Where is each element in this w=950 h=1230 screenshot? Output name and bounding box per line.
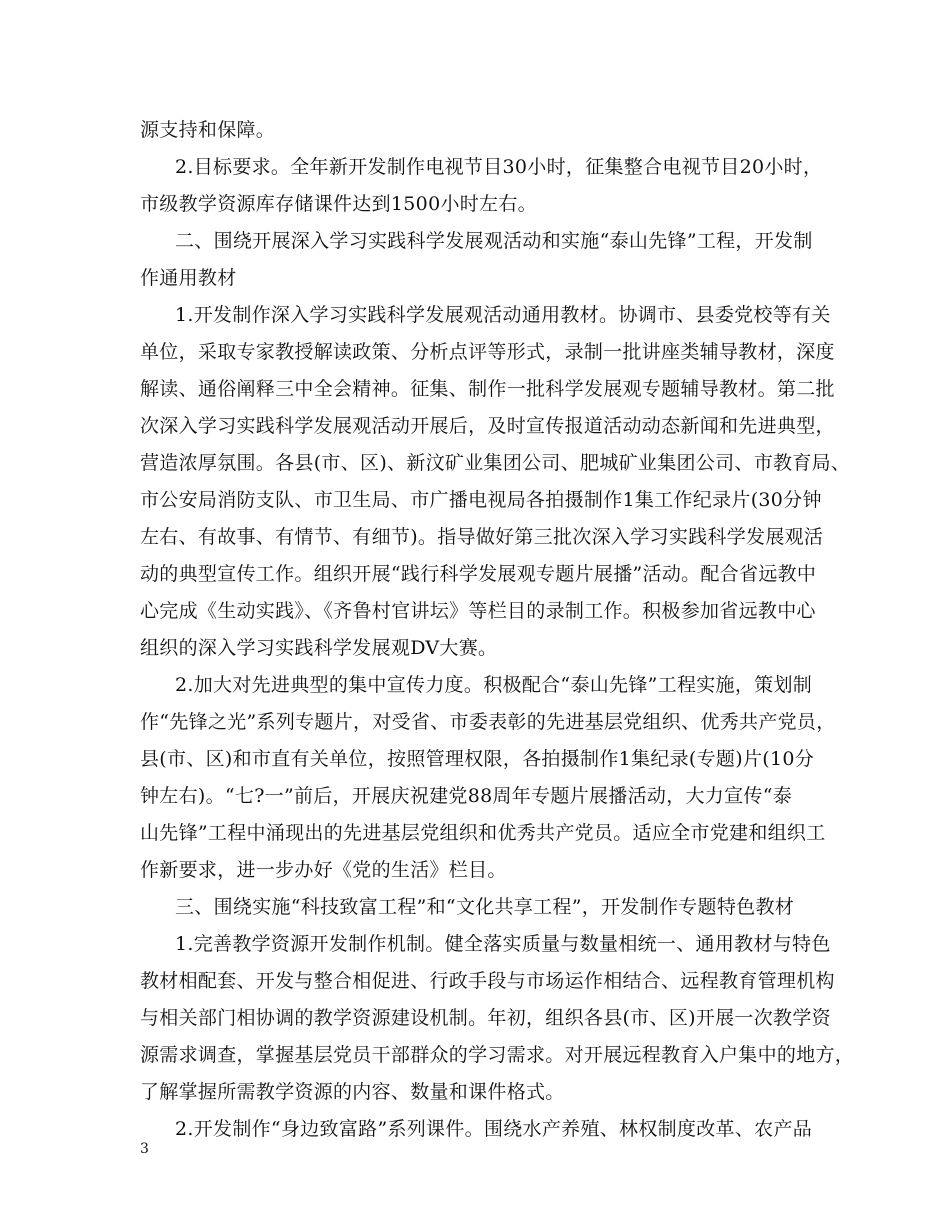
text-line: 1.完善教学资源开发制作机制。健全落实质量与数量相统一、通用教材与特色 (175, 933, 831, 955)
text-line: 2.目标要求。全年新开发制作电视节目30小时，征集整合电视节目20小时， (175, 156, 823, 178)
section-heading: 作通用教材 (140, 267, 237, 289)
page-number: 3 (140, 1141, 149, 1157)
text-line: 解读、通俗阐释三中全会精神。征集、制作一批科学发展观专题辅导教材。第二批 (140, 378, 835, 400)
text-line: 次深入学习实践科学发展观活动开展后，及时宣传报道活动动态新闻和先进典型， (140, 415, 835, 437)
section-heading: 二、围绕开展深入学习实践科学发展观活动和实施“泰山先锋”工程，开发制 (175, 230, 813, 252)
text-line: 县(市、区)和市直有关单位，按照管理权限，各拍摄制作1集纪录(专题)片(10分 (140, 748, 815, 770)
text-line: 作新要求，进一步办好《党的生活》栏目。 (140, 859, 507, 881)
text-line: 1.开发制作深入学习实践科学发展观活动通用教材。协调市、县委党校等有关 (175, 304, 831, 326)
text-line: 源支持和保障。 (140, 119, 276, 141)
text-line: 组织的深入学习实践科学发展观DV大赛。 (140, 637, 498, 659)
section-heading: 三、围绕实施“科技致富工程”和“文化共享工程”，开发制作专题特色教材 (175, 896, 795, 918)
text-line: 单位，采取专家教授解读政策、分析点评等形式，录制一批讲座类辅导教材，深度 (140, 341, 835, 363)
text-line: 钟左右)。“七?一”前后，开展庆祝建党88周年专题片展播活动，大力宣传“泰 (140, 785, 793, 807)
text-line: 营造浓厚氛围。各县(市、区)、新汶矿业集团公司、肥城矿业集团公司、市教育局、 (140, 452, 851, 474)
text-line: 2.开发制作“身边致富路”系列课件。围绕水产养殖、林权制度改革、农产品 (175, 1118, 813, 1140)
text-line: 源需求调查，掌握基层党员干部群众的学习需求。对开展远程教育入户集中的地方， (140, 1044, 855, 1066)
text-line: 山先锋”工程中涌现出的先进基层党组织和优秀共产党员。适应全市党建和组织工 (140, 822, 826, 844)
text-line: 左右、有故事、有情节、有细节)。指导做好第三批次深入学习实践科学发展观活 (140, 526, 824, 548)
text-line: 了解掌握所需教学资源的内容、数量和课件格式。 (140, 1081, 565, 1103)
text-line: 动的典型宣传工作。组织开展“践行科学发展观专题片展播”活动。配合省远教中 (140, 563, 817, 585)
text-line: 教材相配套、开发与整合相促进、行政手段与市场运作相结合、远程教育管理机构 (140, 970, 835, 992)
text-line: 与相关部门相协调的教学资源建设机制。年初，组织各县(市、区)开展一次教学资 (140, 1007, 831, 1029)
text-line: 2.加大对先进典型的集中宣传力度。积极配合“泰山先锋”工程实施，策划制 (175, 674, 813, 696)
text-line: 作“先锋之光”系列专题片，对受省、市委表彰的先进基层党组织、优秀共产党员， (140, 711, 836, 733)
text-line: 市公安局消防支队、市卫生局、市广播电视局各拍摄制作1集工作纪录片(30分钟 (140, 489, 822, 511)
text-line: 市级教学资源库存储课件达到1500小时左右。 (140, 193, 537, 215)
text-line: 心完成《生动实践》、《齐鲁村官讲坛》等栏目的录制工作。积极参加省远教中心 (140, 600, 816, 622)
